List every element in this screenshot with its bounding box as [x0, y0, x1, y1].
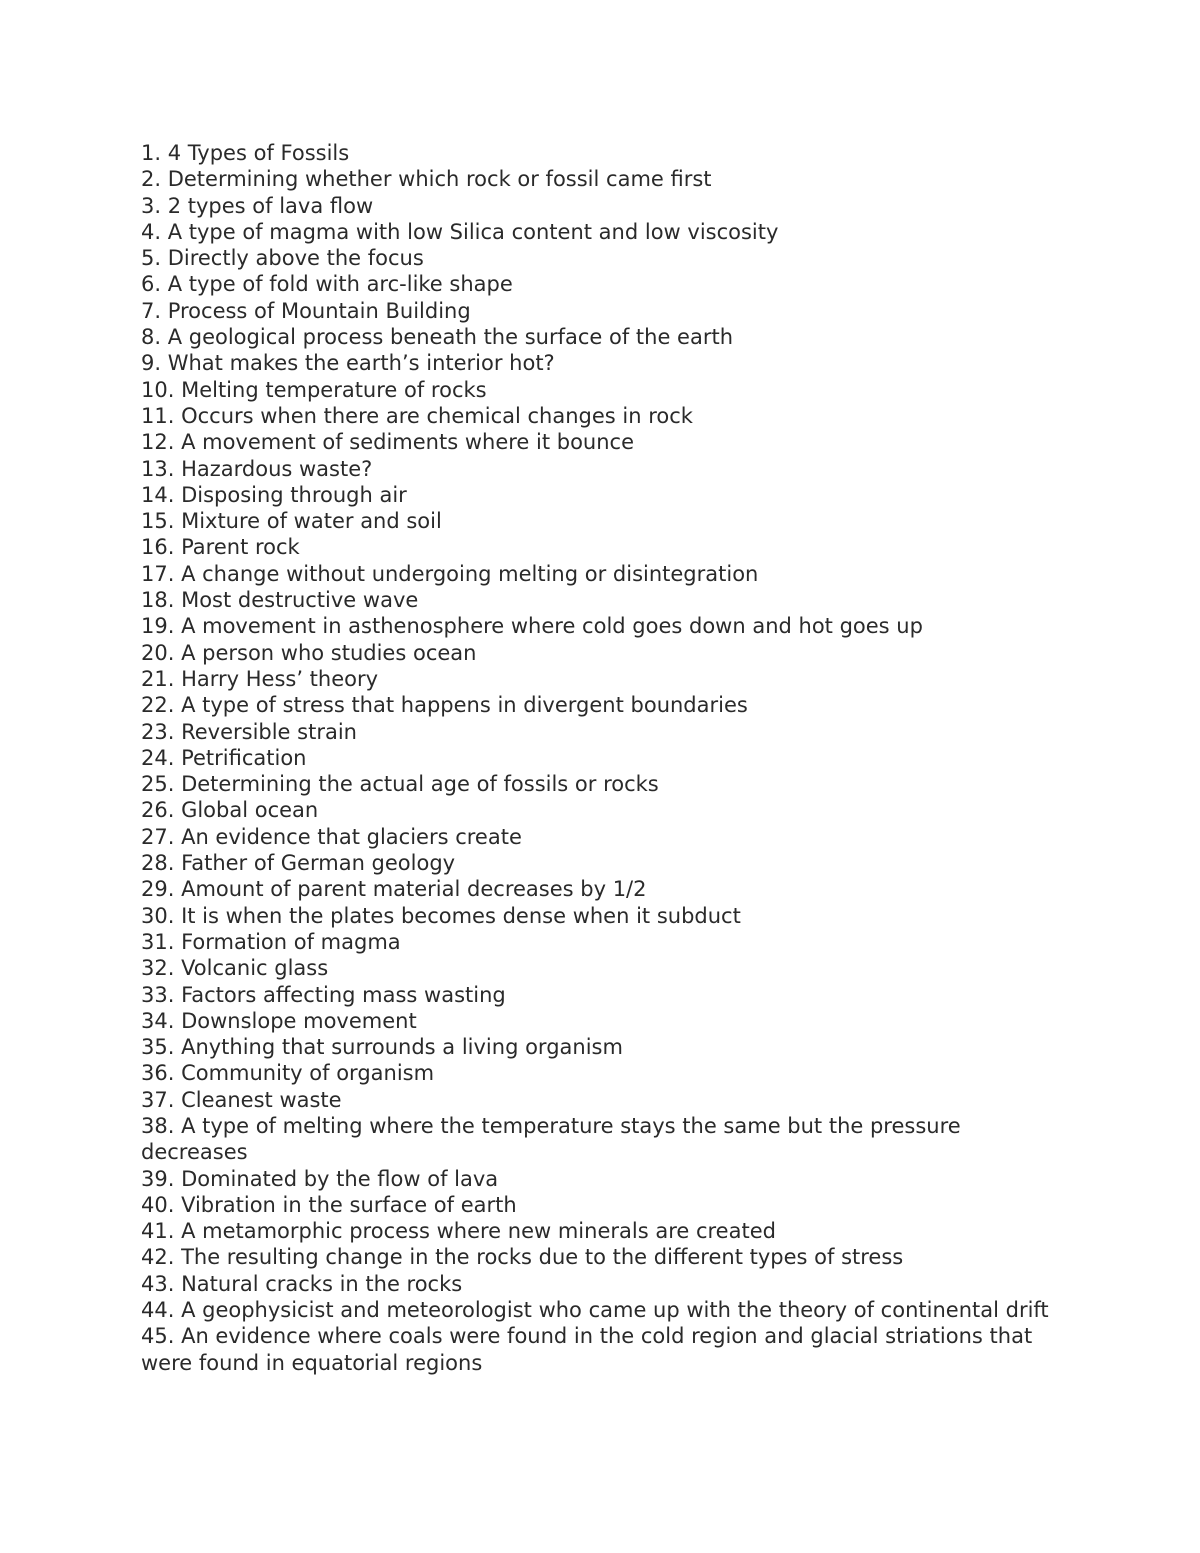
question-item: 38. A type of melting where the temperature stays the same but the pressure decreases — [141, 1113, 961, 1165]
question-item: 32. Volcanic glass — [141, 956, 329, 981]
question-item: 15. Mixture of water and soil — [141, 509, 442, 534]
question-item: 31. Formation of magma — [141, 929, 401, 954]
question-item: 10. Melting temperature of rocks — [141, 377, 487, 402]
question-item: 29. Amount of parent material decreases by 1/2 — [141, 877, 647, 902]
question-item: 25. Determining the actual age of fossils or rocks — [141, 772, 659, 797]
question-item: 42. The resulting change in the rocks due to the different types of stress — [141, 1245, 904, 1270]
question-item: 44. A geophysicist and meteorologist who came up with the theory of continental drift — [141, 1298, 1049, 1323]
question-item: 24. Petrification — [141, 745, 307, 770]
question-item: 27. An evidence that glaciers create — [141, 824, 522, 849]
question-item: 11. Occurs when there are chemical changes in rock — [141, 403, 693, 428]
question-item: 36. Community of organism — [141, 1061, 435, 1086]
question-list — [141, 140, 1071, 1376]
question-item: 43. Natural cracks in the rocks — [141, 1271, 463, 1296]
question-item: 17. A change without undergoing melting or disintegration — [141, 561, 759, 586]
question-item: 22. A type of stress that happens in divergent boundaries — [141, 693, 748, 718]
question-item: 28. Father of German geology — [141, 851, 456, 876]
question-item: 13. Hazardous waste? — [141, 456, 373, 481]
question-item: 16. Parent rock — [141, 535, 300, 560]
question-item: 8. A geological process beneath the surface of the earth — [141, 325, 734, 350]
question-item: 5. Directly above the focus — [141, 246, 424, 271]
question-item: 33. Factors affecting mass wasting — [141, 982, 506, 1007]
question-item: 30. It is when the plates becomes dense when it subduct — [141, 903, 741, 928]
question-item: 45. An evidence where coals were found in the cold region and glacial striations that were found in equatorial regions — [141, 1324, 1033, 1375]
question-item: 6. A type of fold with arc-like shape — [141, 272, 513, 297]
question-item: 3. 2 types of lava flow — [141, 193, 374, 218]
question-item: 20. A person who studies ocean — [141, 640, 477, 665]
question-item: 35. Anything that surrounds a living organism — [141, 1035, 623, 1060]
question-item: 19. A movement in asthenosphere where cold goes down and hot goes up — [141, 614, 923, 639]
question-item: 37. Cleanest waste — [141, 1087, 342, 1112]
question-item: 41. A metamorphic process where new minerals are created — [141, 1219, 776, 1244]
question-item: 14. Disposing through air — [141, 482, 407, 507]
question-item: 12. A movement of sediments where it bounce — [141, 430, 635, 455]
question-item: 4. A type of magma with low Silica content and low viscosity — [141, 219, 779, 244]
question-item: 39. Dominated by the flow of lava — [141, 1166, 499, 1191]
question-item: 1. 4 Types of Fossils — [141, 141, 350, 165]
question-item: 2. Determining whether which rock or fossil came first — [141, 167, 712, 192]
question-item: 9. What makes the earth’s interior hot? — [141, 351, 555, 376]
question-item: 7. Process of Mountain Building — [141, 298, 471, 323]
question-item: 21. Harry Hess’ theory — [141, 666, 379, 691]
question-item: 34. Downslope movement — [141, 1008, 417, 1033]
question-item: 23. Reversible strain — [141, 719, 357, 744]
question-item: 40. Vibration in the surface of earth — [141, 1192, 517, 1217]
question-item: 26. Global ocean — [141, 798, 319, 823]
question-item: 18. Most destructive wave — [141, 588, 419, 613]
